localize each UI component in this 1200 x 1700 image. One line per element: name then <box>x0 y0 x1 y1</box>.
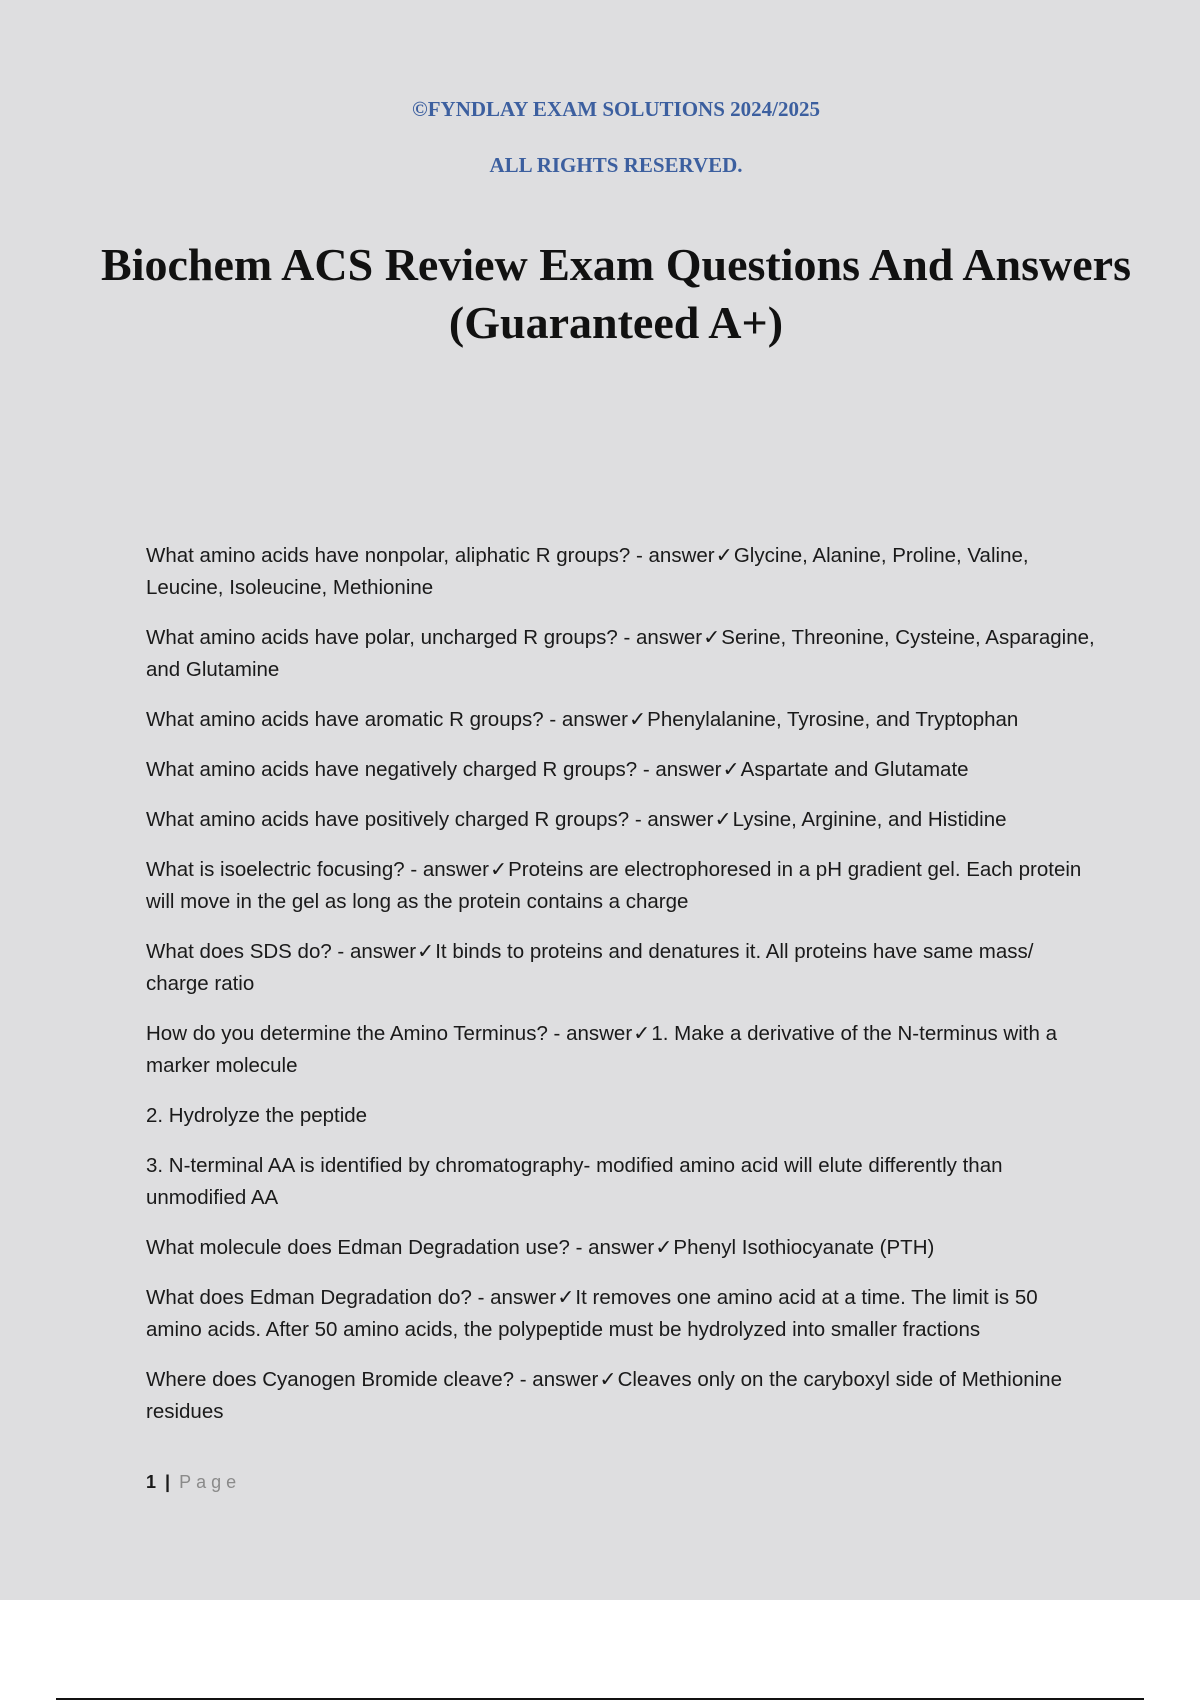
answer-text: Phenylalanine, Tyrosine, and Tryptophan <box>647 708 1019 731</box>
answer-text: It binds to proteins and denatures it. All proteins have same mass/ charge ratio <box>146 940 1034 995</box>
page-label: Page <box>179 1472 242 1492</box>
rights-reserved: ALL RIGHTS RESERVED. <box>489 153 743 177</box>
check-icon: ✓ <box>655 1236 673 1259</box>
check-icon: ✓ <box>633 1022 651 1045</box>
qa-item <box>146 754 1096 786</box>
answer-text: Proteins are electrophoresed in a pH gradient gel. Each protein will move in the gel as long as the protein contains a charge <box>146 858 1082 913</box>
qa-item <box>146 1018 1096 1082</box>
question-text: What amino acids have nonpolar, aliphatic R groups? - answer <box>146 544 715 567</box>
qa-item <box>146 936 1096 1000</box>
answer-text: 2. Hydrolyze the peptide <box>146 1104 368 1127</box>
question-text: What does SDS do? - answer <box>146 940 417 963</box>
qa-item <box>146 854 1096 918</box>
check-icon: ✓ <box>599 1368 617 1391</box>
check-icon: ✓ <box>703 626 721 649</box>
question-text: What amino acids have aromatic R groups? - answer <box>146 708 628 731</box>
qa-item <box>146 540 1096 604</box>
check-icon: ✓ <box>722 758 740 781</box>
answer-text: Cleaves only on the caryboxyl side of Methionine residues <box>146 1368 1062 1423</box>
answer-text: Glycine, Alanine, Proline, Valine, Leucine, Isoleucine, Methionine <box>146 544 1029 599</box>
question-text: What amino acids have negatively charged R groups? - answer <box>146 758 722 781</box>
question-text: Where does Cyanogen Bromide cleave? - answer <box>146 1368 599 1391</box>
page-footer <box>146 1472 241 1493</box>
page-number: 1 <box>146 1472 157 1492</box>
answer-text: Aspartate and Glutamate <box>740 758 969 781</box>
check-icon: ✓ <box>557 1286 575 1309</box>
qa-continuation <box>146 1100 1096 1132</box>
qa-continuation <box>146 1150 1096 1214</box>
copyright-notice: ©FYNDLAY EXAM SOLUTIONS 2024/2025 <box>412 97 820 121</box>
check-icon: ✓ <box>714 808 732 831</box>
qa-item <box>146 1232 1096 1264</box>
check-icon: ✓ <box>489 858 508 881</box>
document-title: Biochem ACS Review Exam Questions And Answers (Guaranteed A+) <box>101 239 1131 348</box>
qa-item <box>146 804 1096 836</box>
answer-text: Phenyl Isothiocyanate (PTH) <box>673 1236 935 1259</box>
question-text: What molecule does Edman Degradation use? - answer <box>146 1236 655 1259</box>
footer-separator: | <box>165 1472 171 1492</box>
check-icon: ✓ <box>628 708 647 731</box>
qa-item <box>146 622 1096 686</box>
qa-item <box>146 1282 1096 1346</box>
question-text: What amino acids have positively charged R groups? - answer <box>146 808 714 831</box>
check-icon: ✓ <box>417 940 435 963</box>
question-text: What amino acids have polar, uncharged R groups? - answer <box>146 626 703 649</box>
answer-text: 1. Make a derivative of the N-terminus with a marker molecule <box>146 1022 1057 1077</box>
question-text: How do you determine the Amino Terminus? - answer <box>146 1022 633 1045</box>
qa-list <box>146 540 1096 1446</box>
question-text: What does Edman Degradation do? - answer <box>146 1286 557 1309</box>
question-text: What is isoelectric focusing? - answer <box>146 858 489 881</box>
qa-item <box>146 1364 1096 1428</box>
answer-text: It removes one amino acid at a time. The limit is 50 amino acids. After 50 amino acids, the polypeptide must be hydrolyzed into smaller fractions <box>146 1286 1038 1341</box>
answer-text: Lysine, Arginine, and Histidine <box>732 808 1007 831</box>
qa-item <box>146 704 1096 736</box>
answer-text: Serine, Threonine, Cysteine, Asparagine, and Glutamine <box>146 626 1095 681</box>
answer-text: 3. N-terminal AA is identified by chromatography- modified amino acid will elute differently than unmodified AA <box>146 1154 1003 1209</box>
check-icon: ✓ <box>715 544 733 567</box>
